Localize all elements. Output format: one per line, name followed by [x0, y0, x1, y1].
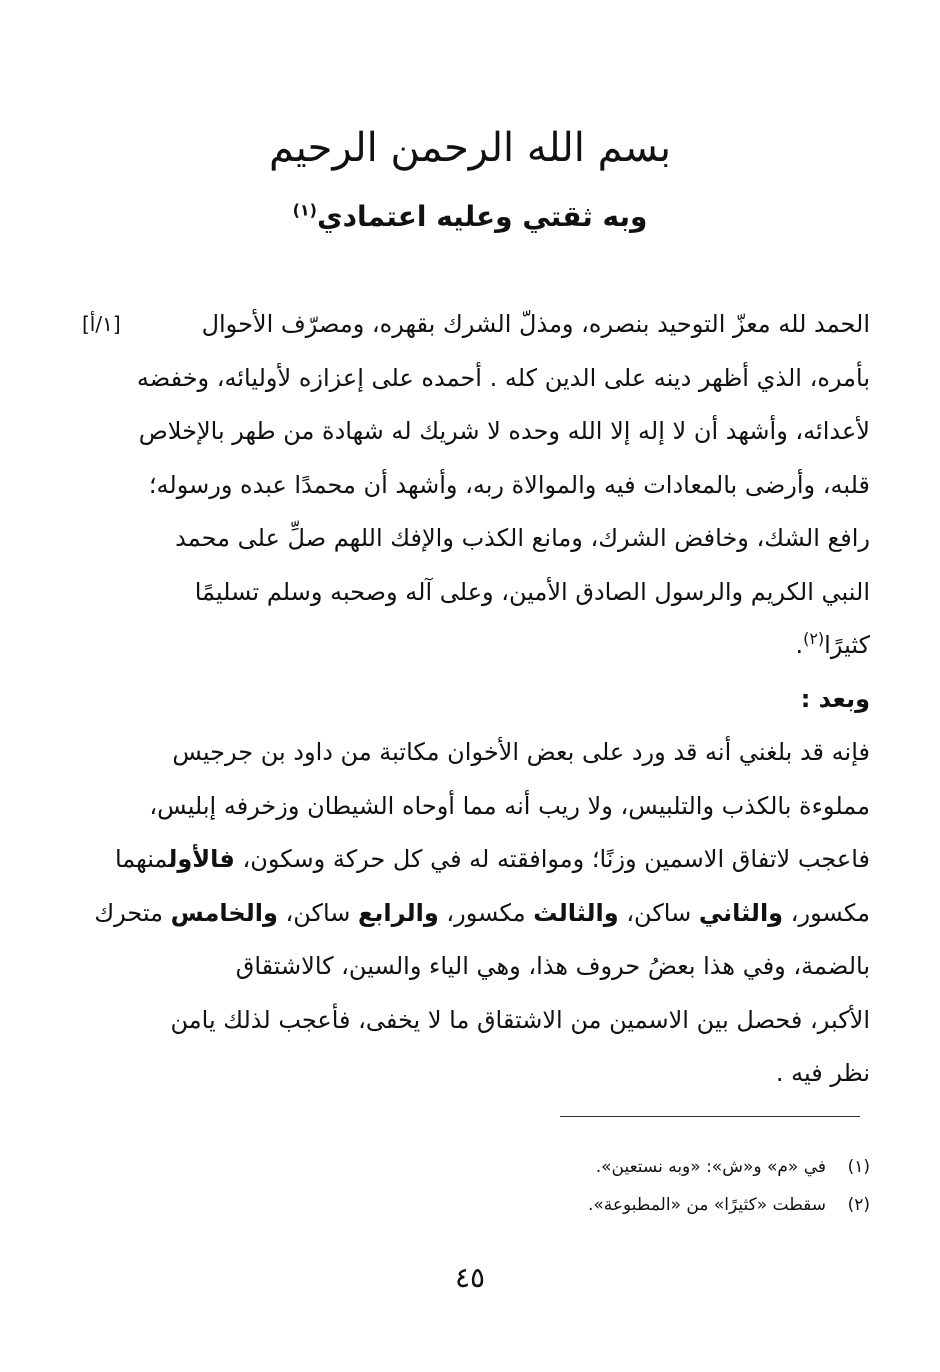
text-span: .: [795, 631, 804, 659]
text-span: كثيرًا: [824, 631, 870, 659]
footnote-text: سقطت «كثيرًا» من «المطبوعة».: [587, 1195, 826, 1215]
text-line: مملوءة بالكذب والتلبيس، ولا ريب أنه مما أوحاه الشيطان وزخرفه إبليس،: [149, 791, 870, 820]
footnote: [160, 1186, 870, 1224]
text-line: قلبه، وأرضى بالمعادات فيه والموالاة ربه، وأشهد أن محمدًا عبده ورسوله؛: [148, 470, 870, 499]
footnote-number: (١): [847, 1157, 870, 1177]
footnote-separator: [560, 1116, 860, 1117]
bold-term: والخامس: [170, 898, 278, 927]
text-span: فاعجب لاتفاق الاسمين وزنًا؛ وموافقته له في كل حركة وسكون،: [242, 845, 870, 873]
bold-term: فالأول: [168, 845, 235, 873]
bold-term: والرابع: [358, 898, 439, 927]
section-heading: [160, 673, 870, 727]
text-span: مكسور،: [790, 898, 870, 927]
footnote-ref-1: (١): [292, 200, 317, 220]
text-span: مكسور،: [446, 898, 526, 927]
footnote-number: (٢): [847, 1195, 870, 1215]
text-line: بأمره، الذي أظهر دينه على الدين كله . أحمده على إعزازه لأوليائه، وخفضه: [136, 363, 870, 392]
text-line: الأكبر، فحصل بين الاسمين من الاشتقاق ما لا يخفى، فأعجب لذلك يامن: [170, 1005, 870, 1034]
text-line: [160, 619, 870, 673]
page-number: ٤٥: [454, 1261, 486, 1294]
text-line: [114, 833, 870, 887]
text-line: النبي الكريم والرسول الصادق الأمين، وعلى آله وصحبه وسلم تسليمًا: [194, 577, 870, 606]
text-line: رافع الشك، وخافض الشرك، ومانع الكذب والإفك اللهم صلِّ على محمد: [175, 524, 870, 552]
heading-text: وبعد :: [800, 684, 870, 713]
text-line: لأعدائه، وأشهد أن لا إله إلا الله وحده لا شريك له شهادة من طهر بالإخلاص: [138, 417, 870, 445]
subtitle-text: وبه ثقتي وعليه اعتمادي: [316, 200, 648, 233]
basmala-heading: بسم الله الرحمن الرحيم: [268, 125, 672, 171]
text-line: الحمد لله معزّ التوحيد بنصره، ومذلّ الشرك بقهره، ومصرّف الأحوال: [201, 310, 870, 338]
text-span: متحرك: [94, 898, 163, 927]
text-line: فإنه قد بلغني أنه قد ورد على بعض الأخوان مكاتبة من داود بن جرجيس: [172, 738, 870, 766]
footnote-text: في «م» و«ش»: «وبه نستعين».: [595, 1157, 826, 1177]
text-line: بالضمة، وفي هذا بعضُ حروف هذا، وهي الياء والسين، كالاشتقاق: [235, 952, 870, 980]
bold-term: والثالث: [533, 898, 619, 927]
text-span: ساكن،: [626, 898, 692, 927]
text-span: ساكن،: [285, 898, 351, 927]
footnotes: [160, 1148, 870, 1224]
footnote: [160, 1148, 870, 1186]
text-line: [94, 887, 870, 941]
text-span: منهما: [114, 845, 169, 873]
manuscript-folio-reference: [١/أ]: [82, 312, 121, 336]
bold-term: والثاني: [698, 898, 784, 927]
subtitle: [0, 195, 940, 239]
footnote-ref-2: (٢): [803, 629, 825, 648]
text-line: نظر فيه .: [775, 1059, 870, 1087]
